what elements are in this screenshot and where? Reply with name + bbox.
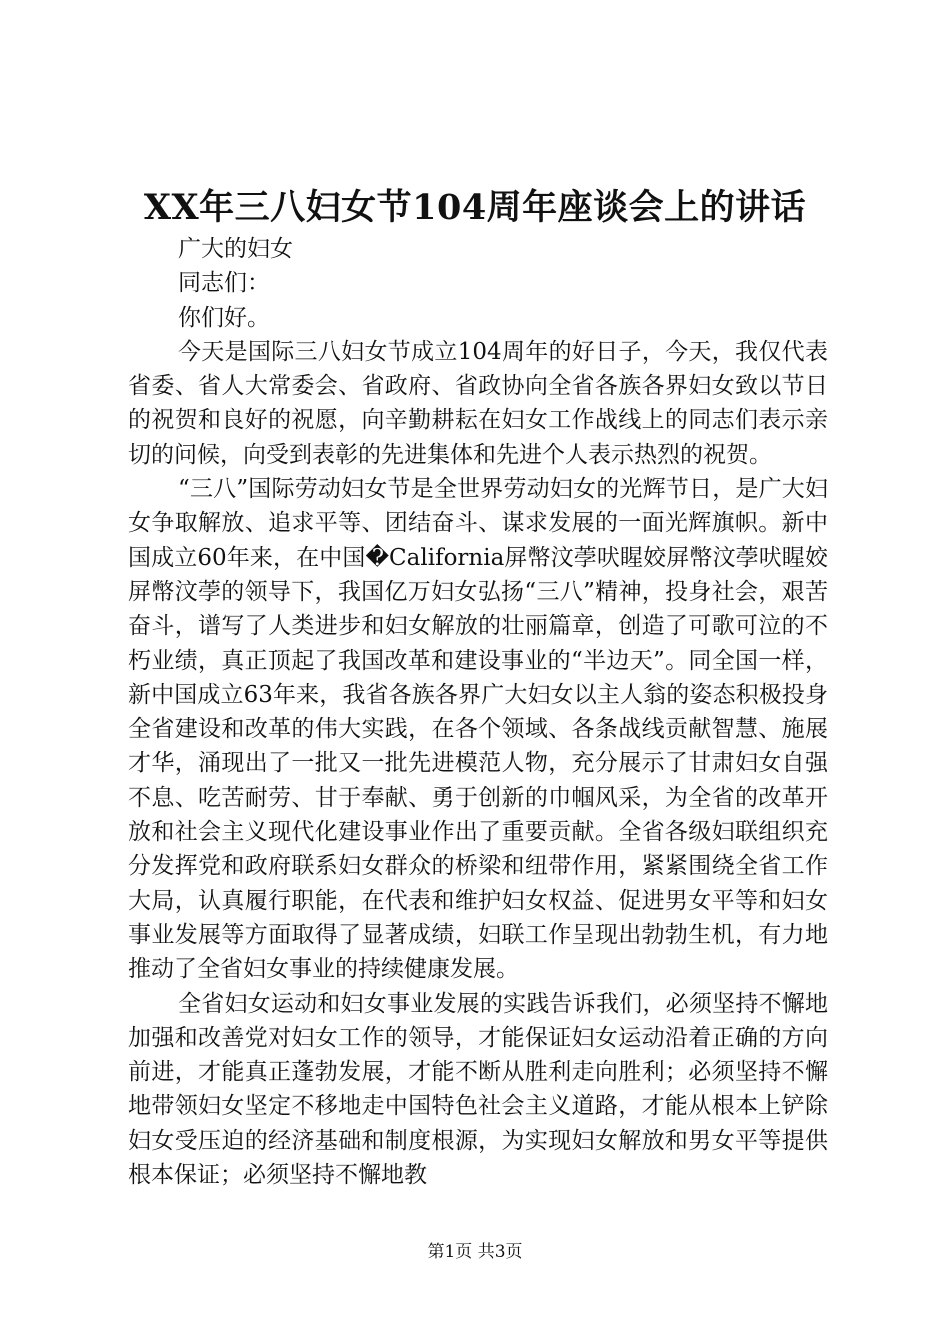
paragraph: 今天是国际三八妇女节成立104周年的好日子，今天，我仅代表省委、省人大常委会、省政府、省政协向全省各族各界妇女致以节日的祝贺和良好的祝愿，向辛勤耕耘在妇女工作战线上的同志们表示亲切的问候，向受到表彰的先进集体和先进个人表示热烈的祝贺。 bbox=[128, 338, 828, 468]
page-number: 第1页 共3页 bbox=[427, 1242, 523, 1262]
paragraph: “三八”国际劳动妇女节是全世界劳动妇女的光辉节日，是广大妇女争取解放、追求平等、团结奋斗、谋求发展的一面光辉旗帜。新中国成立60年来，在中国�California屏幣汶荸吠睲姣屏幣汶荸吠睲姣屏幣汶荸的领导下，我国亿万妇女弘扬“三八”精神，投身社会，艰苦奋斗，谱写了人类进步和妇女解放的壮丽篇章，创造了可歌可泣的不朽业绩，真正顶起了我国改革和建设事业的“半边天”。同全国一样，新中国成立63年来，我省各族各界广大妇女以主人翁的姿态积极投身全省建设和改革的伟大实践，在各个领域、各条战线贡献智慧、施展才华，涌现出了一批又一批先进模范人物，充分展示了甘肃妇女自强不息、吃苦耐劳、甘于奉献、勇于创新的巾帼风采，为全省的改革开放和社会主义现代化建设事业作出了重要贡献。全省各级妇联组织充分发挥党和政府联系妇女群众的桥梁和纽带作用，紧紧围绕全省工作大局，认真履行职能，在代表和维护妇女权益、促进男女平等和妇女事业发展等方面取得了显著成绩，妇联工作呈现出勃勃生机，有力地推动了全省妇女事业的持续健康发展。 bbox=[128, 476, 828, 983]
salutation-line: 广大的妇女 bbox=[178, 236, 293, 262]
greeting-line: 你们好。 bbox=[178, 304, 270, 331]
document-title: XX年三八妇女节104周年座谈会上的讲话 bbox=[143, 187, 807, 228]
paragraph: 全省妇女运动和妇女事业发展的实践告诉我们，必须坚持不懈地加强和改善党对妇女工作的领导，才能保证妇女运动沿着正确的方向前进，才能真正蓬勃发展，才能不断从胜利走向胜利；必须坚持不懈地带领妇女坚定不移地走中国特色社会主义道路，才能从根本上铲除妇女受压迫的经济基础和制度根源，为实现妇女解放和男女平等提供根本保证；必须坚持不懈地教 bbox=[128, 990, 828, 1189]
document-body bbox=[128, 232, 828, 1192]
salutation-line: 同志们： bbox=[178, 270, 270, 297]
